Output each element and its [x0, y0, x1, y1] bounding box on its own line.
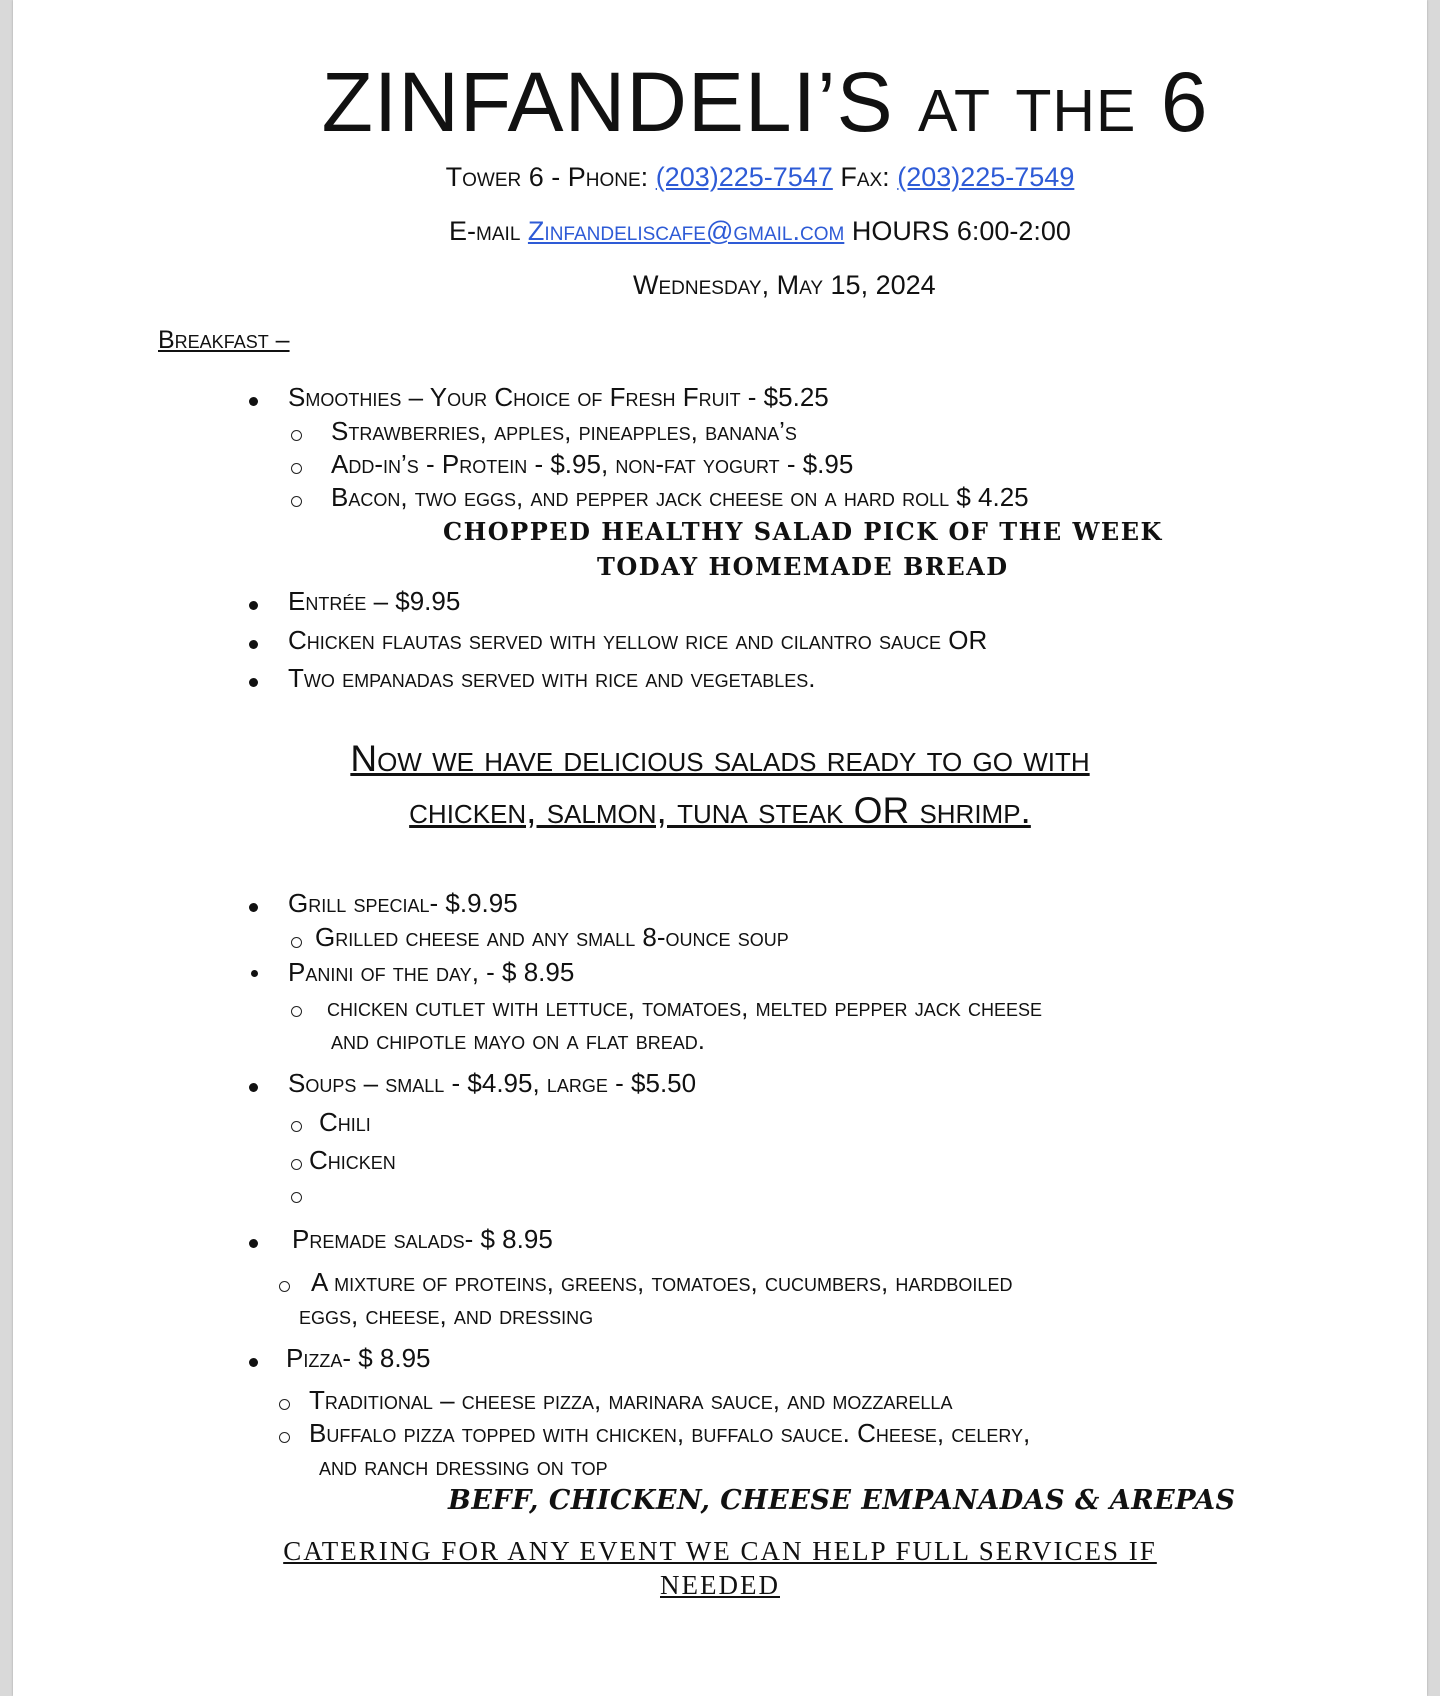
bread-note: TODAY HOMEMADE BREAD — [597, 552, 1009, 581]
salad-pick-note: CHOPPED HEALTHY SALAD PICK OF THE WEEK — [443, 517, 1163, 546]
phone-label: Tower 6 - Phone: — [445, 162, 649, 192]
phone-line — [13, 162, 1427, 193]
entree-option-empanadas: Two empanadas served with rice and vegetables. — [288, 663, 816, 693]
bullet-dot — [249, 601, 258, 610]
pizza-buffalo-1: Buffalo pizza topped with chicken, buffalo sauce. Cheese, celery, — [309, 1418, 1031, 1448]
sub-bullet-circle — [279, 1399, 290, 1410]
pizza-buffalo-2: and ranch dressing on top — [319, 1451, 608, 1481]
smoothie-fruits: Strawberries, apples, pineapples, banana’s — [331, 416, 797, 446]
panini-detail-1: chicken cutlet with lettuce, tomatoes, melted pepper jack cheese — [327, 992, 1042, 1022]
restaurant-title — [13, 55, 1427, 149]
grill-special-item: Grill special- $.9.95 — [288, 888, 518, 918]
salads-detail-1: A mixture of proteins, greens, tomatoes, cucumbers, hardboiled — [311, 1267, 1013, 1297]
email-link[interactable]: Zinfandeliscafe@gmail.com — [527, 216, 845, 246]
smoothies-item: Smoothies – Your Choice of Fresh Fruit - $5.25 — [288, 382, 829, 412]
bullet-dot — [251, 970, 258, 977]
grill-special-detail: Grilled cheese and any small 8-ounce soup — [315, 922, 789, 952]
breakfast-heading: Breakfast – — [158, 326, 290, 354]
title-tail: at the 6 — [918, 55, 1209, 149]
entree-option-flautas: Chicken flautas served with yellow rice and cilantro sauce OR — [288, 625, 988, 655]
bullet-dot — [249, 678, 258, 687]
email-line — [13, 216, 1427, 247]
promo-line-2: chicken, salmon, tuna steak OR shrimp. — [409, 790, 1031, 831]
hours-text: HOURS 6:00-2:00 — [851, 216, 1071, 246]
pizza-traditional: Traditional – cheese pizza, marinara sauce, and mozzarella — [309, 1385, 953, 1415]
sub-bullet-circle — [291, 1192, 302, 1203]
phone-link[interactable]: (203)225-7547 — [655, 162, 833, 192]
soup-chicken: Chicken — [309, 1145, 396, 1175]
bullet-dot — [249, 640, 258, 649]
promo-line-1: Now we have delicious salads ready to go with — [350, 738, 1090, 779]
sub-bullet-circle — [291, 463, 302, 474]
sub-bullet-circle — [291, 430, 302, 441]
menu-page — [13, 0, 1427, 1696]
sub-bullet-circle — [279, 1281, 290, 1292]
sub-bullet-circle — [279, 1432, 290, 1443]
salads-detail-2: eggs, cheese, and dressing — [299, 1300, 594, 1330]
bullet-dot — [249, 903, 258, 912]
sub-bullet-circle — [291, 1006, 302, 1017]
sub-bullet-circle — [291, 937, 302, 948]
smoothie-addins: Add-in’s - Protein - $.95, non-fat yogurt - $.95 — [331, 449, 854, 479]
panini-item: Panini of the day, - $ 8.95 — [288, 957, 575, 987]
empanadas-note: BEFF, CHICKEN, CHEESE EMPANADAS & AREPAS — [448, 1485, 1236, 1516]
menu-date: Wednesday, May 15, 2024 — [633, 270, 936, 300]
panini-detail-2: and chipotle mayo on a flat bread. — [331, 1025, 705, 1055]
catering-line-2: NEEDED — [660, 1570, 780, 1600]
soups-item: Soups – small - $4.95, large - $5.50 — [288, 1068, 697, 1098]
fax-label: Fax: — [840, 162, 890, 192]
breakfast-roll: Bacon, two eggs, and pepper jack cheese on a hard roll $ 4.25 — [331, 482, 1029, 512]
premade-salads-item: Premade salads- $ 8.95 — [292, 1224, 553, 1254]
sub-bullet-circle — [291, 1121, 302, 1132]
catering-line-1: CATERING FOR ANY EVENT WE CAN HELP FULL SERVICES IF — [283, 1536, 1157, 1566]
fax-link[interactable]: (203)225-7549 — [897, 162, 1075, 192]
bullet-dot — [249, 1239, 258, 1248]
title-main: ZINFANDELI’S — [321, 55, 894, 149]
email-label: E-mail — [449, 216, 521, 246]
sub-bullet-circle — [291, 496, 302, 507]
bullet-dot — [249, 1083, 258, 1092]
bullet-dot — [249, 397, 258, 406]
soup-chili: Chili — [319, 1107, 371, 1137]
entree-item: Entrée – $9.95 — [288, 586, 461, 616]
sub-bullet-circle — [291, 1159, 302, 1170]
pizza-item: Pizza- $ 8.95 — [286, 1343, 431, 1373]
bullet-dot — [249, 1358, 258, 1367]
